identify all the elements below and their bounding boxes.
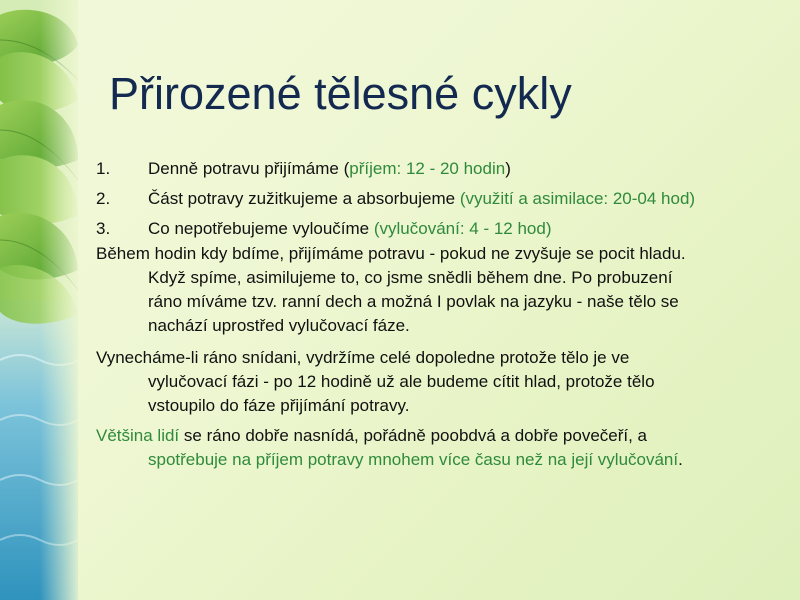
paragraph-line: Vynecháme-li ráno snídani, vydržíme celé dopoledne protože tělo je ve [96, 348, 630, 367]
list-item [96, 187, 796, 217]
list-item-text [148, 157, 511, 181]
paragraph-line: nachází uprostřed vylučovací fáze. [148, 316, 410, 335]
leaf-water-decoration [0, 0, 78, 600]
paragraph-line [96, 448, 796, 472]
list-item-text [148, 187, 695, 211]
list-item-main-text: Denně potravu přijímáme ( [148, 159, 350, 178]
cycle-list [96, 157, 796, 247]
highlight-text: spotřebuje na příjem potravy mnohem více času než na její vylučování [148, 450, 679, 469]
list-item-highlight: příjem: 12 - 20 hodin [349, 159, 506, 178]
list-item-suffix: ) [505, 159, 511, 178]
paragraph-skipping-breakfast [96, 346, 796, 418]
paragraph-line: vstoupilo do fáze přijímání potravy. [148, 396, 410, 415]
paragraph-line [96, 424, 796, 448]
list-item-text [148, 217, 552, 241]
list-item-highlight: (využití a asimilace: 20-04 hod) [459, 189, 696, 208]
list-item-highlight: (vylučování: 4 - 12 hod) [373, 219, 552, 238]
list-item-main-text: Část potravy zužitkujeme a absorbujeme [148, 189, 460, 208]
list-item [96, 157, 796, 187]
paragraph-waking-hours [96, 242, 796, 338]
list-item-number: 1. [96, 159, 111, 178]
paragraph-line: Když spíme, asimilujeme to, co jsme snědli během dne. Po probuzení [148, 268, 673, 287]
paragraph-most-people [96, 424, 796, 472]
list-item-main-text: Co nepotřebujeme vyloučíme [148, 219, 374, 238]
paragraph-text: . [678, 450, 683, 469]
highlight-text: Většina lidí [96, 426, 180, 445]
paragraph-line: Během hodin kdy bdíme, přijímáme potravu - pokud ne zvyšuje se pocit hladu. [96, 244, 686, 263]
paragraph-line: vylučovací fázi - po 12 hodině už ale budeme cítit hlad, protože tělo [148, 372, 655, 391]
paragraph-line: ráno míváme tzv. ranní dech a možná I povlak na jazyku - naše tělo se [148, 292, 679, 311]
paragraph-text: se ráno dobře nasnídá, pořádně poobdvá a dobře povečeří, a [179, 426, 648, 445]
list-item-number: 2. [96, 189, 111, 208]
list-item-number: 3. [96, 219, 111, 238]
slide-title: Přirozené tělesné cykly [109, 68, 572, 119]
